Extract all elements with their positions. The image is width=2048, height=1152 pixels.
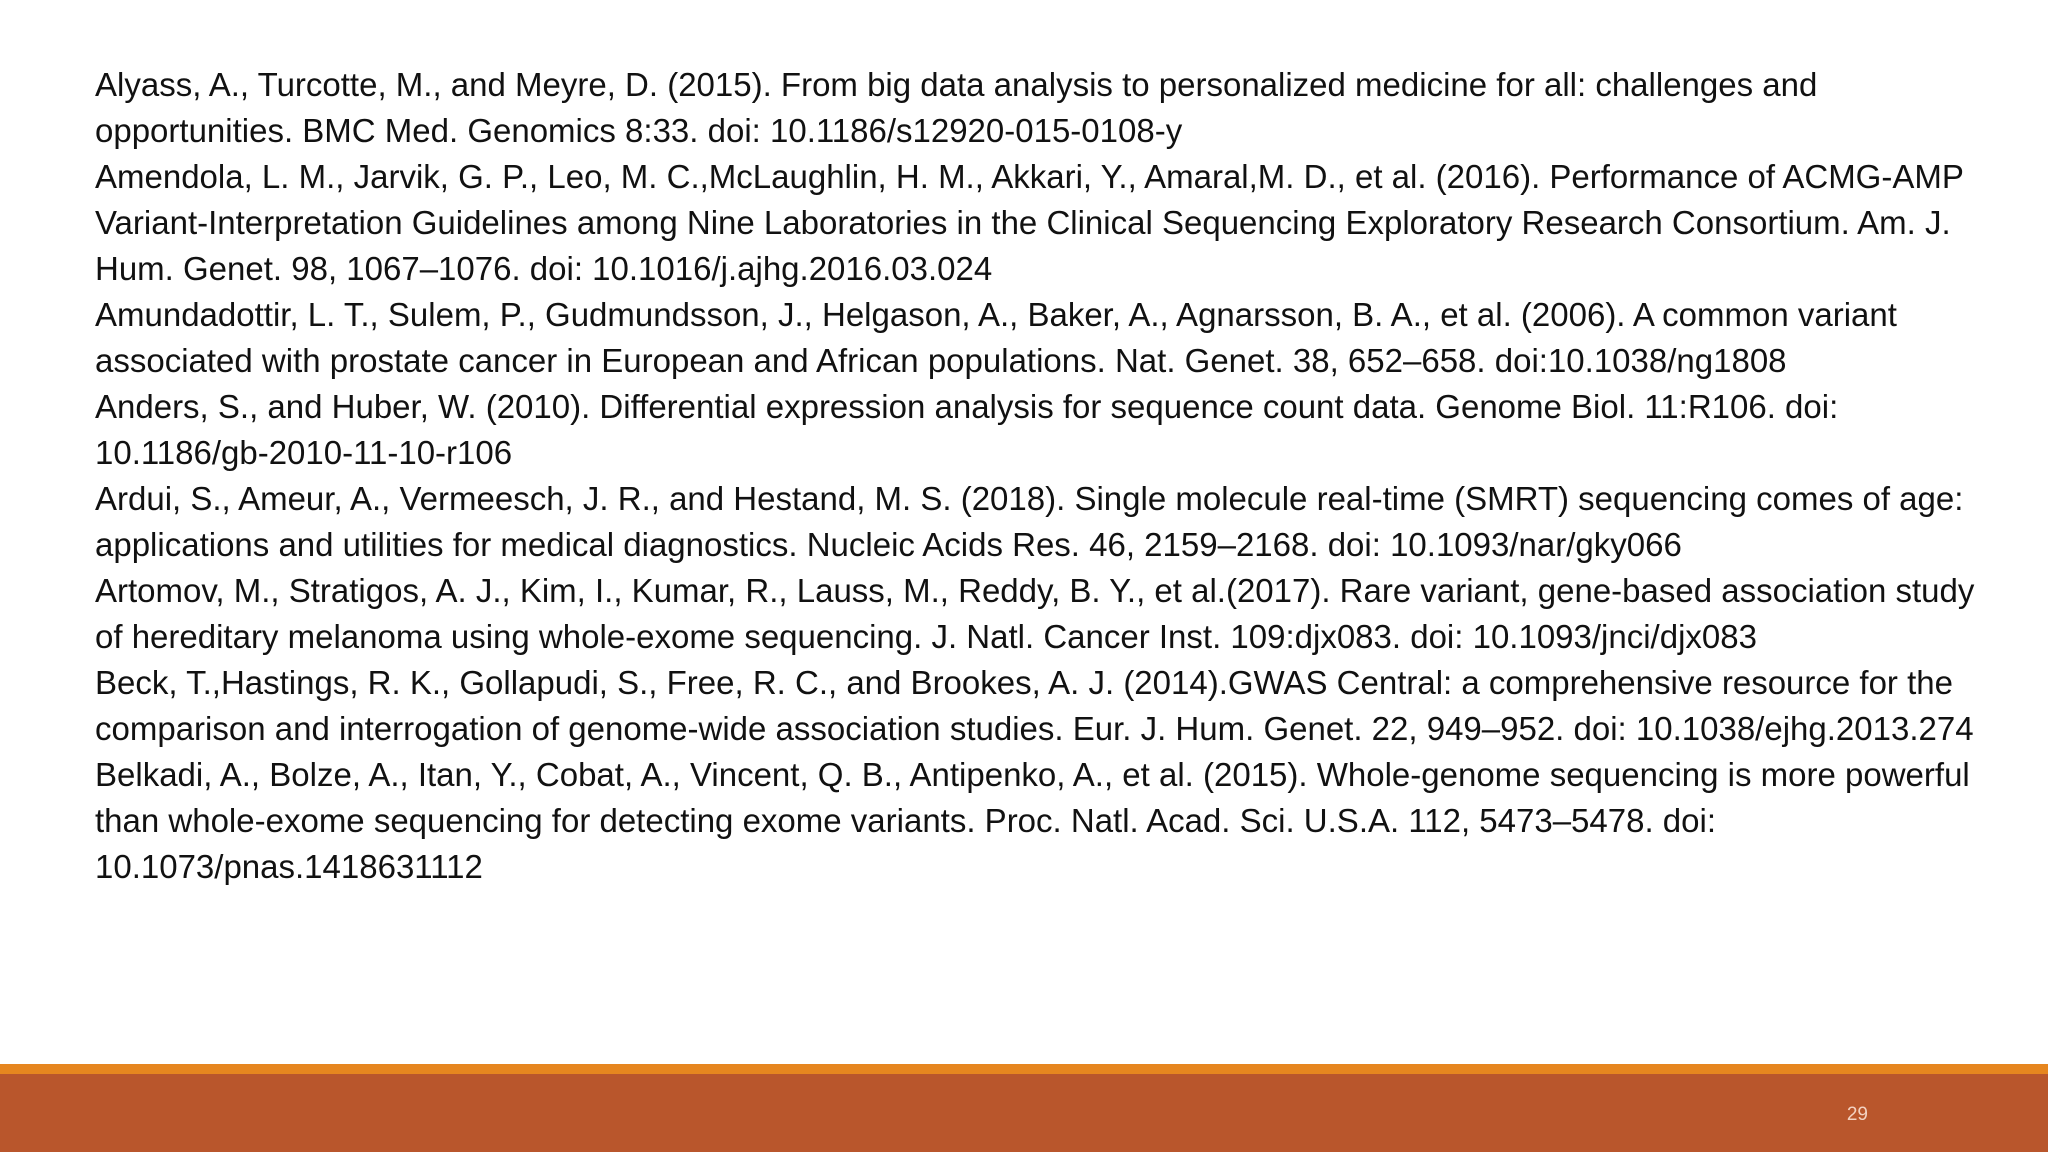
reference-entry: Ardui, S., Ameur, A., Vermeesch, J. R., and Hestand, M. S. (2018). Single molecule real-time (SMRT) sequencing comes of age: applications and utilities for medical diagnostics. Nucleic Acids Res. 46, 2159–2168. doi: 10.1093/nar/gky066 xyxy=(95,480,1964,563)
page-number: 29 xyxy=(1846,1104,1868,1125)
reference-list xyxy=(95,62,1975,890)
footer-accent-stripe xyxy=(0,1064,2048,1074)
reference-entry: Amundadottir, L. T., Sulem, P., Gudmundsson, J., Helgason, A., Baker, A., Agnarsson, B. A., et al. (2006). A common variant associated with prostate cancer in European and African populations. Nat. Genet. 38, 652–658. doi:10.1038/ng1808 xyxy=(95,296,1897,379)
reference-entry: Alyass, A., Turcotte, M., and Meyre, D. (2015). From big data analysis to personalized medicine for all: challenges and opportunities. BMC Med. Genomics 8:33. doi: 10.1186/s12920-015-0108-y xyxy=(95,66,1818,149)
reference-entry: Artomov, M., Stratigos, A. J., Kim, I., Kumar, R., Lauss, M., Reddy, B. Y., et al.(2017). Rare variant, gene-based association study of hereditary melanoma using whole-exome sequencing. J. Natl. Cancer Inst. 109:djx083. doi: 10.1093/jnci/djx083 xyxy=(95,572,1975,655)
reference-entry: Belkadi, A., Bolze, A., Itan, Y., Cobat, A., Vincent, Q. B., Antipenko, A., et al. (2015). Whole-genome sequencing is more powerful than whole-exome sequencing for detecting exome variants. Proc. Natl. Acad. Sci. U.S.A. 112, 5473–5478. doi: 10.1073/pnas.1418631112 xyxy=(95,756,1970,885)
footer-bar xyxy=(0,1074,2048,1152)
reference-entry: Beck, T.,Hastings, R. K., Gollapudi, S., Free, R. C., and Brookes, A. J. (2014).GWAS Central: a comprehensive resource for the comparison and interrogation of genome-wide association studies. Eur. J. Hum. Genet. 22, 949–952. doi: 10.1038/ejhg.2013.274 xyxy=(95,664,1974,747)
reference-entry: Anders, S., and Huber, W. (2010). Differential expression analysis for sequence count data. Genome Biol. 11:R106. doi: 10.1186/gb-2010-11-10-r106 xyxy=(95,388,1839,471)
reference-entry: Amendola, L. M., Jarvik, G. P., Leo, M. C.,McLaughlin, H. M., Akkari, Y., Amaral,M. D., et al. (2016). Performance of ACMG-AMP Variant-Interpretation Guidelines among Nine Laboratories in the Clinical Sequencing Exploratory Research Consortium. Am. J. Hum. Genet. 98, 1067–1076. doi: 10.1016/j.ajhg.2016.03.024 xyxy=(95,158,1964,287)
